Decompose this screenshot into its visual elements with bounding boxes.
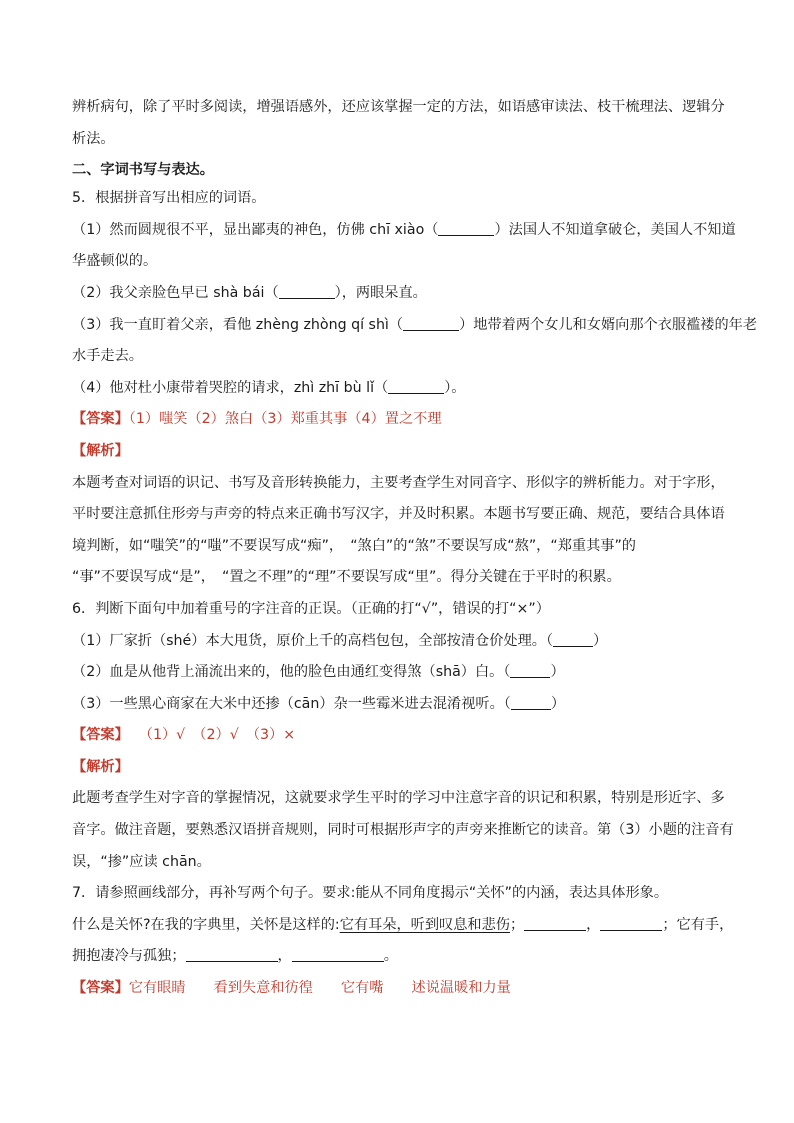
q5-item-1-text-b: ）法国人不知道拿破仑，美国人不知道 <box>494 221 736 238</box>
q6-item-1 <box>72 630 730 652</box>
q5-analysis-line-3: 境判断，如“嗤笑”的“嗤”不要误写成“痴”， “煞白”的“煞”不要误写成“熬”，“郑重其事”的 <box>72 537 636 554</box>
q7-line-2-text: 拥抱凄冷与孤独； <box>72 948 186 965</box>
q7-blank-3[interactable] <box>186 947 278 962</box>
intro-line-2: 析法。 <box>72 130 115 147</box>
q5-item-4 <box>72 377 730 399</box>
q5-item-3 <box>72 314 758 336</box>
q5-analysis-line-1: 本题考查对词语的识记、书写及音形转换能力，主要考查学生对同音字、形似字的辨析能力。对于字形， <box>72 474 725 491</box>
q5-analysis-line-2: 平时要注意抓住形旁与声旁的特点来正确书写汉字，并及时积累。本题书写要正确、规范，要结合具体语 <box>72 506 725 523</box>
q7-blank-1[interactable] <box>524 916 586 931</box>
q7-line-2 <box>72 945 730 967</box>
q7-blank-2[interactable] <box>600 916 662 931</box>
q6-item-3-text: （3）一些黑心商家在大米中还掺（cān）杂一些霉米进去混淆视听。（ <box>72 695 511 712</box>
q7-line-2-comma: ， <box>277 948 292 965</box>
q6-title: 6．判断下面句中加着重号的字注音的正误。（正确的打“√”，错误的打“×”） <box>72 600 550 617</box>
q7-answer-label: 【答案】 <box>72 980 129 997</box>
q6-blank-3[interactable] <box>511 695 551 710</box>
q5-item-3-text-b: ）地带着两个女儿和女婿向那个衣服褴褛的年老 <box>459 316 758 333</box>
q6-item-1-close: ） <box>593 632 608 649</box>
q6-item-2 <box>72 661 730 683</box>
q5-blank-4[interactable] <box>388 379 444 394</box>
q7-blank-4[interactable] <box>292 947 384 962</box>
q5-item-2 <box>72 282 730 304</box>
document-page <box>72 96 758 1009</box>
q6-answer <box>72 724 730 746</box>
q7-answer-part-2: 看到失意和彷徨 <box>213 980 313 997</box>
q6-item-3 <box>72 693 730 715</box>
q5-item-1-text-a: （1）然而圆规很不平，显出鄙夷的神色，仿佛 chī xiào（ <box>72 221 439 238</box>
q6-item-2-text: （2）血是从他背上涌流出来的，他的脸色由通红变得煞（shā）白。（ <box>72 664 511 681</box>
q6-answer-label: 【答案】 <box>72 727 129 744</box>
q5-item-2-text-b: ），两眼呆直。 <box>334 284 427 301</box>
q6-blank-1[interactable] <box>553 632 593 647</box>
q5-item-3-text-a: （3）我一直盯着父亲，看他 zhèng zhòng qí shì（ <box>72 316 404 333</box>
intro-line-1: 辨析病句，除了平时多阅读，增强语感外，还应该掌握一定的方法，如语感审读法、枝干梳理法、逻辑分 <box>72 99 725 115</box>
q5-analysis-line-4: “事”不要误写成“是”， “置之不理”的“理”不要误写成“里”。得分关键在于平时的积累。 <box>72 569 621 586</box>
q7-answer-part-3: 它有嘴 <box>340 980 384 997</box>
q7-line-1-end: ；它有手， <box>662 916 734 933</box>
q5-item-1 <box>72 219 736 241</box>
q7-line-2-end: 。 <box>383 948 398 965</box>
q7-line-1-text: 什么是关怀?在我的字典里，关怀是这样的: <box>72 916 340 933</box>
q7-semicolon: ； <box>509 916 525 933</box>
q5-answer <box>72 408 730 430</box>
q6-analysis-line-2: 音字。做注音题，要熟悉汉语拼音规则，同时可根据形声字的声旁来推断它的读音。第（3）小题的注音有 <box>72 822 734 839</box>
q7-comma: ， <box>586 916 601 933</box>
q7-answer-part-4: 述说温暖和力量 <box>411 980 511 997</box>
q5-item-4-text-b: ）。 <box>444 379 466 396</box>
q5-item-4-text-a: （4）他对杜小康带着哭腔的请求，zhì zhī bù lǐ（ <box>72 379 389 396</box>
q5-blank-3[interactable] <box>403 316 459 331</box>
q5-blank-2[interactable] <box>279 284 335 299</box>
q5-analysis-label: 【解析】 <box>72 442 129 459</box>
q7-answer-part-1: 它有眼睛 <box>128 980 186 997</box>
q5-item-1-cont: 华盛顿似的。 <box>72 253 158 270</box>
q5-title: 5．根据拼音写出相应的词语。 <box>72 190 266 207</box>
q6-item-2-close: ） <box>550 664 565 681</box>
q6-analysis-line-1: 此题考查学生对字音的掌握情况，这就要求学生平时的学习中注意字音的识记和积累，特别是形近字、多 <box>72 790 725 807</box>
section-heading: 二、字词书写与表达。 <box>72 162 214 179</box>
q7-underlined-example: 它有耳朵，听到叹息和悲伤 <box>339 916 510 933</box>
q5-item-2-text-a: （2）我父亲脸色早已 shà bái（ <box>72 284 279 301</box>
q6-answer-text: （1）√ （2）√ （3）× <box>138 727 296 744</box>
q6-blank-2[interactable] <box>510 663 550 678</box>
q5-item-3-cont: 水手走去。 <box>72 348 143 365</box>
q6-item-3-close: ） <box>550 695 566 712</box>
q7-title: 7．请参照画线部分，再补写两个句子。要求:能从不同角度揭示“关怀”的内涵，表达具体形象。 <box>72 885 669 902</box>
q5-answer-label: 【答案】 <box>72 411 129 428</box>
q6-analysis-label: 【解析】 <box>72 758 129 775</box>
q7-line-1 <box>72 914 734 936</box>
q6-analysis-line-3: 误，“掺”应读 chān。 <box>72 853 211 870</box>
q6-item-1-text: （1）厂家折（shé）本大甩货，原价上千的高档包包，全部按清仓价处理。（ <box>72 632 554 649</box>
q5-answer-text: （1）嗤笑（2）煞白（3）郑重其事（4）置之不理 <box>128 411 442 428</box>
q5-blank-1[interactable] <box>438 221 494 236</box>
q7-answer <box>72 977 730 999</box>
